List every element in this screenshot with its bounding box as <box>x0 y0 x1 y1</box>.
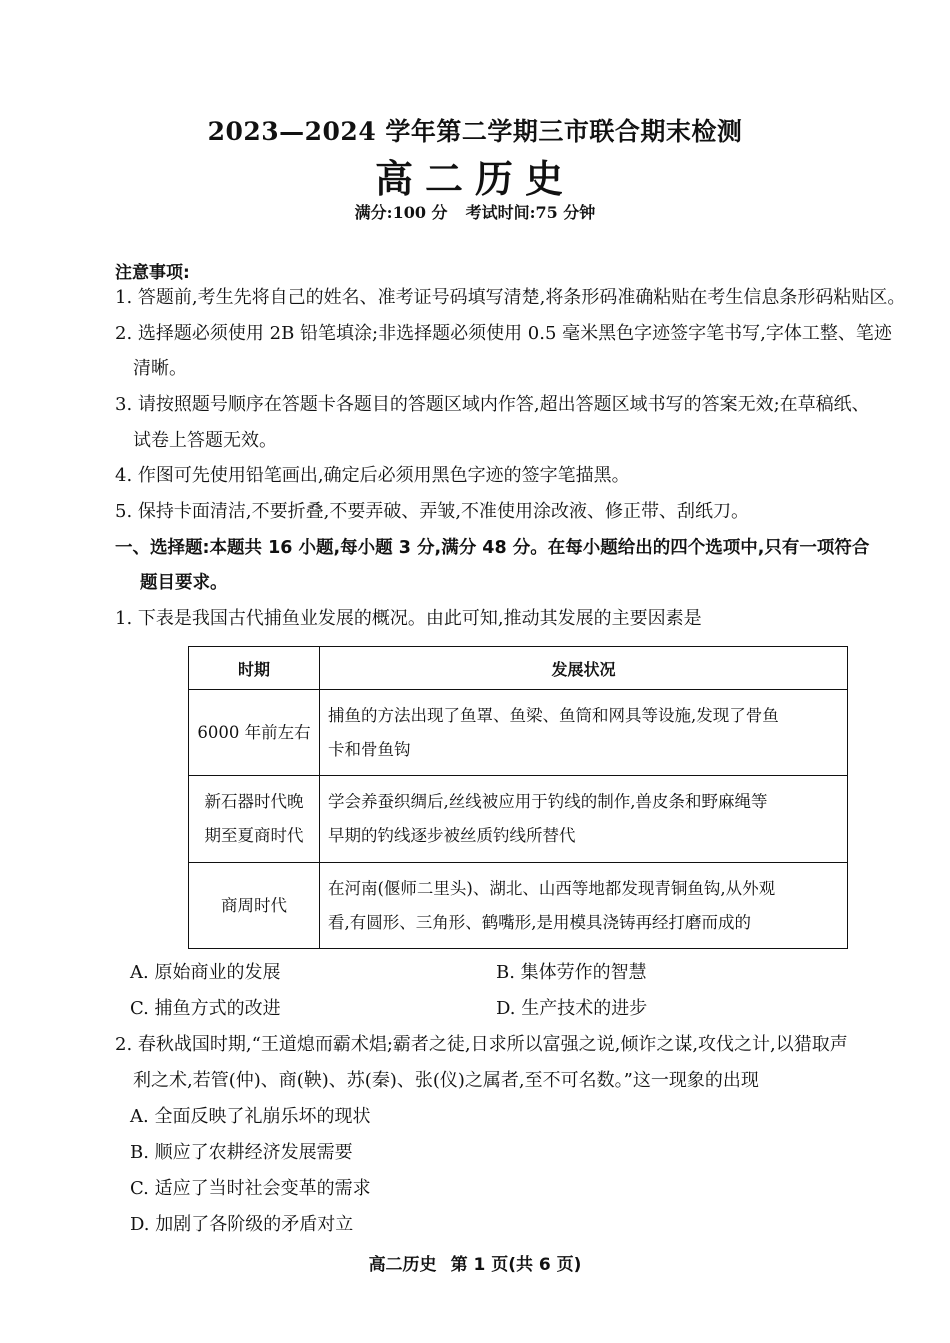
period-cell: 商周时代 <box>189 863 320 949</box>
note-line: 5. 保持卡面清洁,不要折叠,不要弄破、弄皱,不准使用涂改液、修正带、刮纸刀。 <box>115 501 750 522</box>
section-heading: 一、选择题:本题共 16 小题,每小题 3 分,满分 48 分。在每小题给出的四个选项中,只有一项符合 <box>115 538 870 558</box>
notes-title: 注意事项: <box>115 263 190 283</box>
exam-title: 2023—2024 学年第二学期三市联合期末检测 <box>207 117 743 146</box>
q1-option-d: D. 生产技术的进步 <box>496 998 648 1019</box>
subject-title: 高二历史 <box>374 156 575 201</box>
period-cell: 6000 年前左右 <box>189 690 320 776</box>
status-cell: 学会养蚕织绸后,丝线被应用于钓线的制作,兽皮条和野麻绳等 早期的钓线逐步被丝质钓线所替代 <box>320 776 848 863</box>
q2-option-c: C. 适应了当时社会变革的需求 <box>130 1178 371 1199</box>
q2-option-b: B. 顺应了农耕经济发展需要 <box>130 1142 353 1163</box>
footer-page-number: 第 1 页(共 6 页) <box>450 1255 582 1275</box>
status-cell: 捕鱼的方法出现了鱼罩、鱼梁、鱼筒和网具等设施,发现了骨鱼 卡和骨鱼钩 <box>320 690 848 776</box>
column-header-period: 时期 <box>189 647 320 690</box>
question-1-stem: 1. 下表是我国古代捕鱼业发展的概况。由此可知,推动其发展的主要因素是 <box>115 608 702 629</box>
q1-option-b: B. 集体劳作的智慧 <box>496 962 647 983</box>
exam-info <box>0 200 950 223</box>
table-row <box>189 863 848 949</box>
column-header-status: 发展状况 <box>320 647 848 690</box>
note-line: 1. 答题前,考生先将自己的姓名、准考证号码填写清楚,将条形码准确粘贴在考生信息条形码粘贴区。 <box>115 287 906 308</box>
q1-option-a: A. 原始商业的发展 <box>130 962 281 983</box>
section-heading-cont: 题目要求。 <box>140 573 228 593</box>
note-line: 4. 作图可先使用铅笔画出,确定后必须用黑色字迹的签字笔描黑。 <box>115 465 630 486</box>
q1-option-c: C. 捕鱼方式的改进 <box>130 998 281 1019</box>
table-row <box>189 776 848 863</box>
table-row <box>189 690 848 776</box>
question-2-stem-cont: 利之术,若管(仲)、商(鞅)、苏(秦)、张(仪)之属者,至不可名数。”这一现象的出现 <box>133 1070 759 1091</box>
footer-subject: 高二历史 <box>368 1255 437 1275</box>
q2-option-d: D. 加剧了各阶级的矛盾对立 <box>130 1214 354 1235</box>
note-line: 试卷上答题无效。 <box>133 430 277 451</box>
note-line: 2. 选择题必须使用 2B 铅笔填涂;非选择题必须使用 0.5 毫米黑色字迹签字笔书写,字体工整、笔迹 <box>115 323 892 344</box>
note-line: 清晰。 <box>133 358 187 379</box>
fishing-development-table <box>188 646 848 949</box>
status-cell: 在河南(偃师二里头)、湖北、山西等地都发现青铜鱼钩,从外观 看,有圆形、三角形、鹤嘴形,是用模具浇铸再经打磨而成的 <box>320 863 848 949</box>
page-footer <box>0 1250 950 1275</box>
question-2-stem: 2. 春秋战国时期,“王道熄而霸术焻;霸者之徒,日求所以富强之说,倾诈之谋,攻伐之计,以猎取声 <box>115 1034 848 1055</box>
exam-time: 考试时间:75 分钟 <box>465 203 596 222</box>
full-score: 满分:100 分 <box>354 203 448 222</box>
q2-option-a: A. 全面反映了礼崩乐坏的现状 <box>130 1106 371 1127</box>
table-header-row <box>189 647 848 690</box>
note-line: 3. 请按照题号顺序在答题卡各题目的答题区域内作答,超出答题区域书写的答案无效;在草稿纸、 <box>115 394 870 415</box>
period-cell: 新石器时代晚 期至夏商时代 <box>189 776 320 863</box>
